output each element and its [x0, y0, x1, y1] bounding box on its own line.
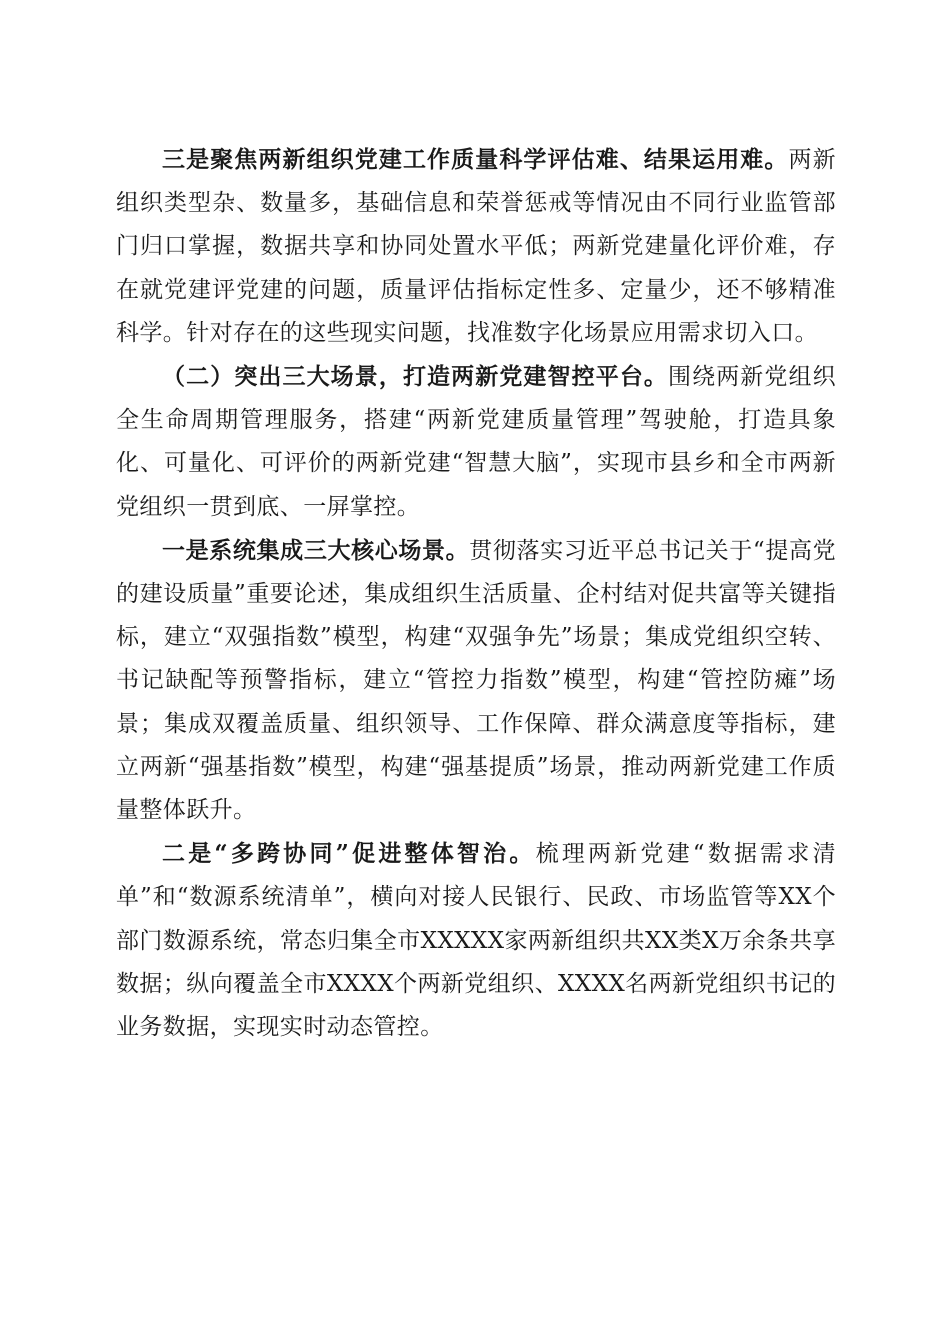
paragraph-evaluation-difficulty [116, 138, 836, 355]
section-heading: （二）突出三大场景，打造两新党建智控平台。 [162, 363, 669, 391]
paragraph-text: 贯彻落实习近平总书记关于“提高党的建设质量”重要论述，集成组织生活质量、企村结对促共富等关键指标，建立“双强指数”模型，构建“双强争先”场景；集成党组织空转、书记缺配等预警指标，建立“管控力指数”模型，构建“管控防瘫”场景；集成双覆盖质量、组织领导、工作保障、群众满意度等指标，建立两新“强基指数”模型，构建“强基提质”场景，推动两新党建工作质量整体跃升。 [116, 537, 836, 824]
paragraph-heading: 一是系统集成三大核心场景。 [162, 536, 470, 564]
paragraph-heading: 三是聚焦两新组织党建工作质量科学评估难、结果运用难。 [162, 146, 789, 173]
paragraph-text: 梳理两新党建“数据需求清单”和“数源系统清单”，横向对接人民银行、民政、市场监管等XX个部门数源系统，常态归集全市XXXXX家两新组织共XX类X万余条共享数据；纵向覆盖全市XXXX个两新党组织、XXXX名两新党组织书记的业务数据，实现实时动态管控。 [116, 841, 836, 1041]
paragraph-heading: 二是“多跨协同”促进整体智治。 [162, 840, 536, 868]
paragraph-section-two [116, 355, 836, 529]
document-page [116, 138, 836, 1049]
paragraph-text: 围绕两新党组织全生命周期管理服务，搭建“两新党建质量管理”驾驶舱，打造具象化、可量化、可评价的两新党建“智慧大脑”，实现市县乡和全市两新党组织一贯到底、一屏掌控。 [116, 364, 836, 520]
paragraph-core-scenarios [116, 529, 836, 832]
paragraph-collaboration [116, 832, 836, 1049]
paragraph-text: 两新组织类型杂、数量多，基础信息和荣誉惩戒等情况由不同行业监管部门归口掌握，数据共享和协同处置水平低；两新党建量化评价难，存在就党建评党建的问题，质量评估指标定性多、定量少，还不够精准科学。针对存在的这些现实问题，找准数字化场景应用需求切入口。 [116, 147, 836, 346]
